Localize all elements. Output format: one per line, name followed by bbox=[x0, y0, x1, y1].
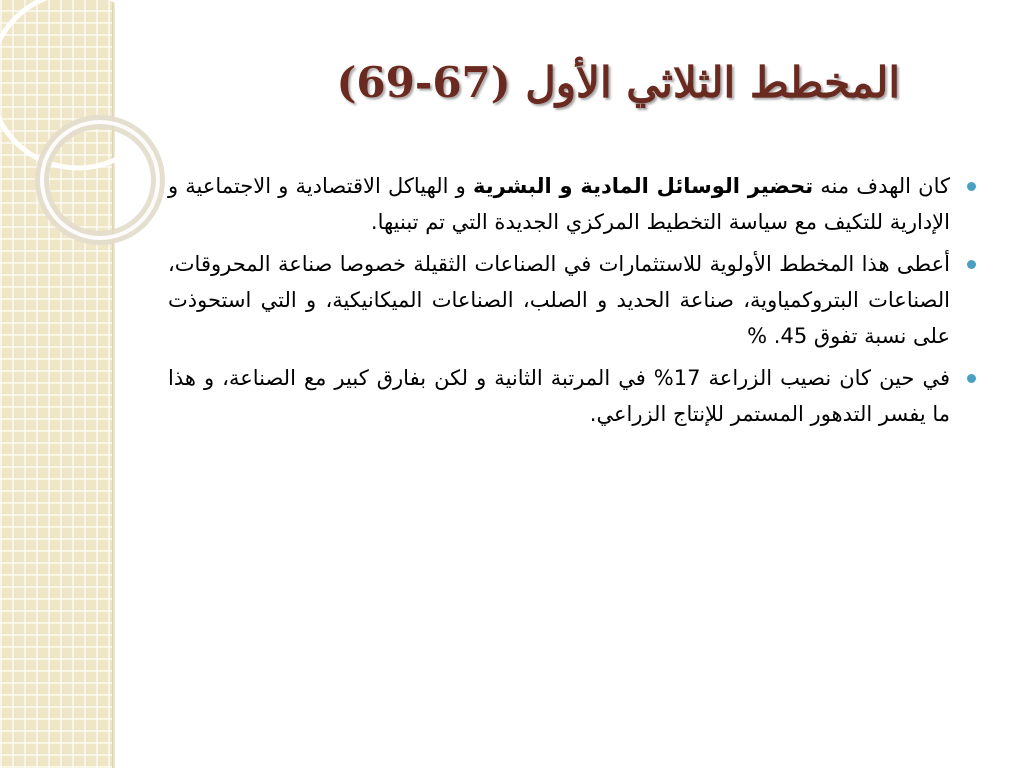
bullet-item bbox=[168, 360, 980, 432]
bullet-item bbox=[168, 168, 980, 240]
bullet-text: كان الهدف منه bbox=[813, 174, 950, 198]
bullet-dot-icon bbox=[967, 260, 976, 269]
bullet-bold-text: تحضير الوسائل المادية و البشرية bbox=[472, 174, 814, 198]
decorative-circle-small-inner bbox=[42, 122, 158, 238]
bullet-item bbox=[168, 246, 980, 354]
bullet-dot-icon bbox=[967, 374, 976, 383]
bullet-text: أعطى هذا المخطط الأولوية للاستثمارات في الصناعات الثقيلة خصوصا صناعة المحروقات، الصناعات البتروكمياوية، صناعة الحديد و الصلب، الصناعات الميكانيكية، و التي استحوذت على نسبة تفوق 45. % bbox=[168, 252, 950, 348]
slide-title: المخطط الثلاثي الأول (67-69) bbox=[336, 58, 900, 107]
bullet-list bbox=[168, 168, 980, 438]
bullet-text: و الهياكل الاقتصادية و الاجتماعية و الإدارية للتكيف مع سياسة التخطيط المركزي الجديدة التي تم تبنيها. bbox=[168, 174, 950, 234]
bullet-text: في حين كان نصيب الزراعة 17% في المرتبة الثانية و لكن بفارق كبير مع الصناعة، و هذا ما يفسر التدهور المستمر للإنتاج الزراعي. bbox=[168, 366, 950, 426]
bullet-dot-icon bbox=[967, 182, 976, 191]
